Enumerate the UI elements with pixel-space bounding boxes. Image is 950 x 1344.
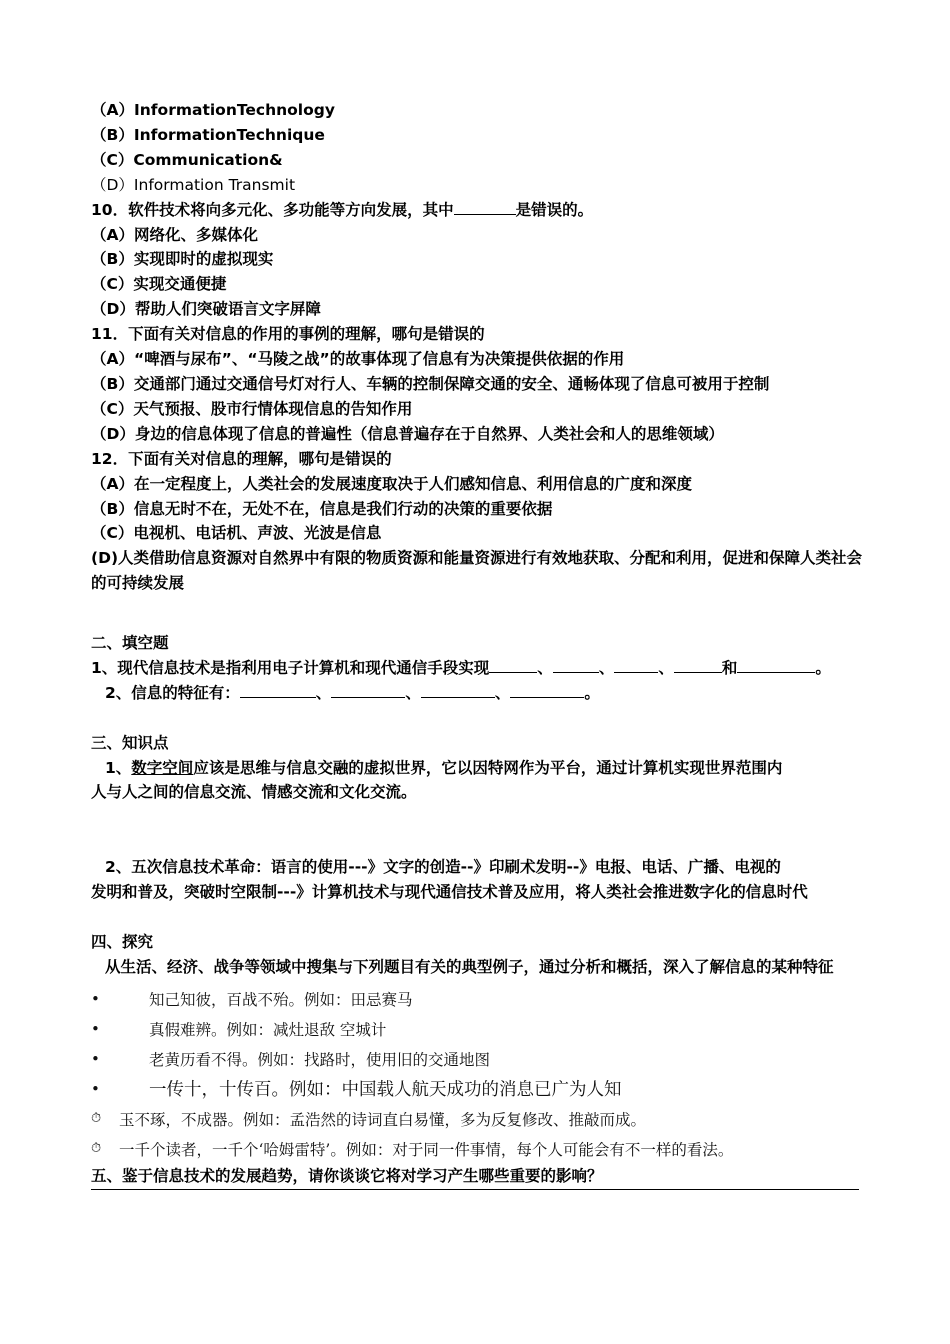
q9-option-d: （D）Information Transmit (91, 175, 296, 194)
bullet-dot-icon: • (91, 989, 100, 1008)
q10-answer-blank (454, 200, 516, 215)
explore-intro: 从生活、经济、战争等领域中搜集与下列题目有关的典型例子，通过分析和概括，深入了解信息的某种特征 (105, 957, 834, 976)
q11-number: 11 (91, 325, 113, 344)
q10-stem (91, 198, 863, 223)
knowledge-p1-line2: 人与人之间的信息交流、情感交流和文化交流。 (91, 783, 417, 802)
q9-option-c: （C）Communication& (91, 150, 283, 169)
q11-option-d: （D）身边的信息体现了信息的普遍性（信息普遍存在于自然界、人类社会和人的思维领域） (91, 424, 724, 443)
fill-q2-blank-1 (240, 683, 316, 698)
knowledge-p1-number: 1、 (105, 758, 132, 777)
fill-q1-blank-2 (553, 658, 599, 673)
fill-q1-end: 。 (815, 658, 831, 677)
fill-q1-sep-3: 、 (658, 658, 674, 677)
q10-option-b: （B）实现即时的虚拟现实 (91, 250, 274, 269)
explore-heading: 四、探究 (91, 932, 154, 951)
explore-clock-text: 玉不琢，不成器。例如：孟浩然的诗词直白易懂，多为反复修改、推敲而成。 (119, 1110, 647, 1129)
knowledge-p2-line1: 2、五次信息技术革命：语言的使用---》文字的创造--》印刷术发明--》电报、电话、广播、电视的 (105, 858, 781, 877)
knowledge-p1-rest: 应该是思维与信息交融的虚拟世界，它以因特网作为平台，通过计算机实现世界范围内 (193, 758, 783, 777)
fill-q1-sep-1: 、 (537, 658, 553, 677)
explore-bullet-text: 知己知彼，百战不殆。例如：田忌赛马 (149, 990, 413, 1009)
q11-stem-text: ．下面有关对信息的作用的事例的理解，哪句是错误的 (112, 325, 485, 344)
explore-bullet-1 (91, 984, 863, 1014)
q10-stem-after: 是错误的。 (515, 200, 594, 219)
fill-q1-and: 和 (721, 658, 738, 677)
q10-stem-before: ．软件技术将向多元化、多功能等方向发展，其中 (112, 200, 454, 219)
explore-bullet-text: 一传十，十传百。例如：中国载人航天成功的消息已广为人知 (149, 1080, 622, 1101)
q10-option-c: （C）实现交通便捷 (91, 275, 227, 294)
explore-bullet-3 (91, 1044, 863, 1074)
explore-clock-item-2 (91, 1134, 863, 1164)
document-page (91, 98, 863, 1190)
bullet-dot-icon: • (91, 1049, 100, 1068)
fill-q2-sep-2: 、 (405, 683, 421, 702)
q12-stem-text: ．下面有关对信息的理解，哪句是错误的 (112, 449, 392, 468)
knowledge-p1-line1 (91, 756, 863, 781)
q11-option-c: （C）天气预报、股市行情体现信息的告知作用 (91, 399, 413, 418)
explore-bullet-text: 真假难辨。例如：减灶退敌 空城计 (149, 1020, 387, 1039)
explore-clock-text: 一千个读者，一千个‘哈姆雷特’。例如：对于同一件事情，每个人可能会有不一样的看法。 (119, 1140, 734, 1159)
fill-q2-blank-2 (331, 683, 405, 698)
fill-q1-blank-5 (737, 658, 815, 673)
fill-q2 (91, 681, 863, 706)
section-five-question: 五、鉴于信息技术的发展趋势，请你谈谈它将对学习产生哪些重要的影响？ (91, 1164, 859, 1190)
fill-q2-text: 2、信息的特征有： (105, 683, 240, 702)
bullet-dot-icon: • (91, 1079, 100, 1098)
q11-option-b: （B）交通部门通过交通信号灯对行人、车辆的控制保障交通的安全、通畅体现了信息可被用于控制 (91, 374, 770, 393)
q11-stem (91, 322, 863, 347)
fill-q1-blank-4 (674, 658, 722, 673)
fill-q1-blank-3 (614, 658, 658, 673)
fill-q1-sep-2: 、 (598, 658, 615, 677)
q12-option-b: （B）信息无时不在，无处不在，信息是我们行动的决策的重要依据 (91, 499, 553, 518)
q9-option-b: （B）InformationTechnique (91, 125, 325, 144)
q9-option-a: （A）InformationTechnology (91, 101, 335, 119)
clock-icon: ⏱ (91, 1141, 102, 1157)
explore-clock-item-1 (91, 1104, 863, 1134)
explore-bullet-text: 老黄历看不得。例如：找路时，使用旧的交通地图 (149, 1050, 491, 1069)
fill-q2-end: 。 (584, 683, 600, 702)
fill-q2-sep-1: 、 (315, 683, 332, 702)
knowledge-p1-term: 数字空间 (131, 758, 194, 777)
fill-q2-blank-3 (421, 683, 495, 698)
fill-q1 (91, 656, 863, 681)
q12-option-a: （A）在一定程度上，人类社会的发展速度取决于人们感知信息、利用信息的广度和深度 (91, 474, 692, 493)
fill-heading: 二、填空题 (91, 634, 169, 653)
explore-bullet-4 (91, 1074, 863, 1104)
q11-option-a: （A）“啤酒与尿布”、“马陵之战”的故事体现了信息有为决策提供依据的作用 (91, 350, 625, 369)
fill-q2-sep-3: 、 (494, 683, 511, 702)
q10-option-a: （A）网络化、多媒体化 (91, 225, 258, 244)
q10-number: 10 (91, 200, 113, 219)
fill-q1-text: 1、现代信息技术是指利用电子计算机和现代通信手段实现 (91, 658, 490, 677)
bullet-dot-icon: • (91, 1019, 100, 1038)
knowledge-p2-line2: 发明和普及，突破时空限制---》计算机技术与现代通信技术普及应用，将人类社会推进数字化的信息时代 (91, 883, 808, 902)
knowledge-heading: 三、知识点 (91, 733, 169, 752)
q10-option-d: （D）帮助人们突破语言文字屏障 (91, 300, 321, 319)
q12-option-d: (D)人类借助信息资源对自然界中有限的物质资源和能量资源进行有效地获取、分配和利用，促进和保障人类社会的可持续发展 (91, 549, 863, 593)
explore-bullet-2 (91, 1014, 863, 1044)
fill-q1-blank-1 (489, 658, 537, 673)
clock-icon: ⏱ (91, 1111, 102, 1127)
fill-q2-blank-4 (510, 683, 584, 698)
q12-option-c: （C）电视机、电话机、声波、光波是信息 (91, 524, 382, 543)
q12-number: 12 (91, 449, 113, 468)
q12-stem (91, 447, 863, 472)
